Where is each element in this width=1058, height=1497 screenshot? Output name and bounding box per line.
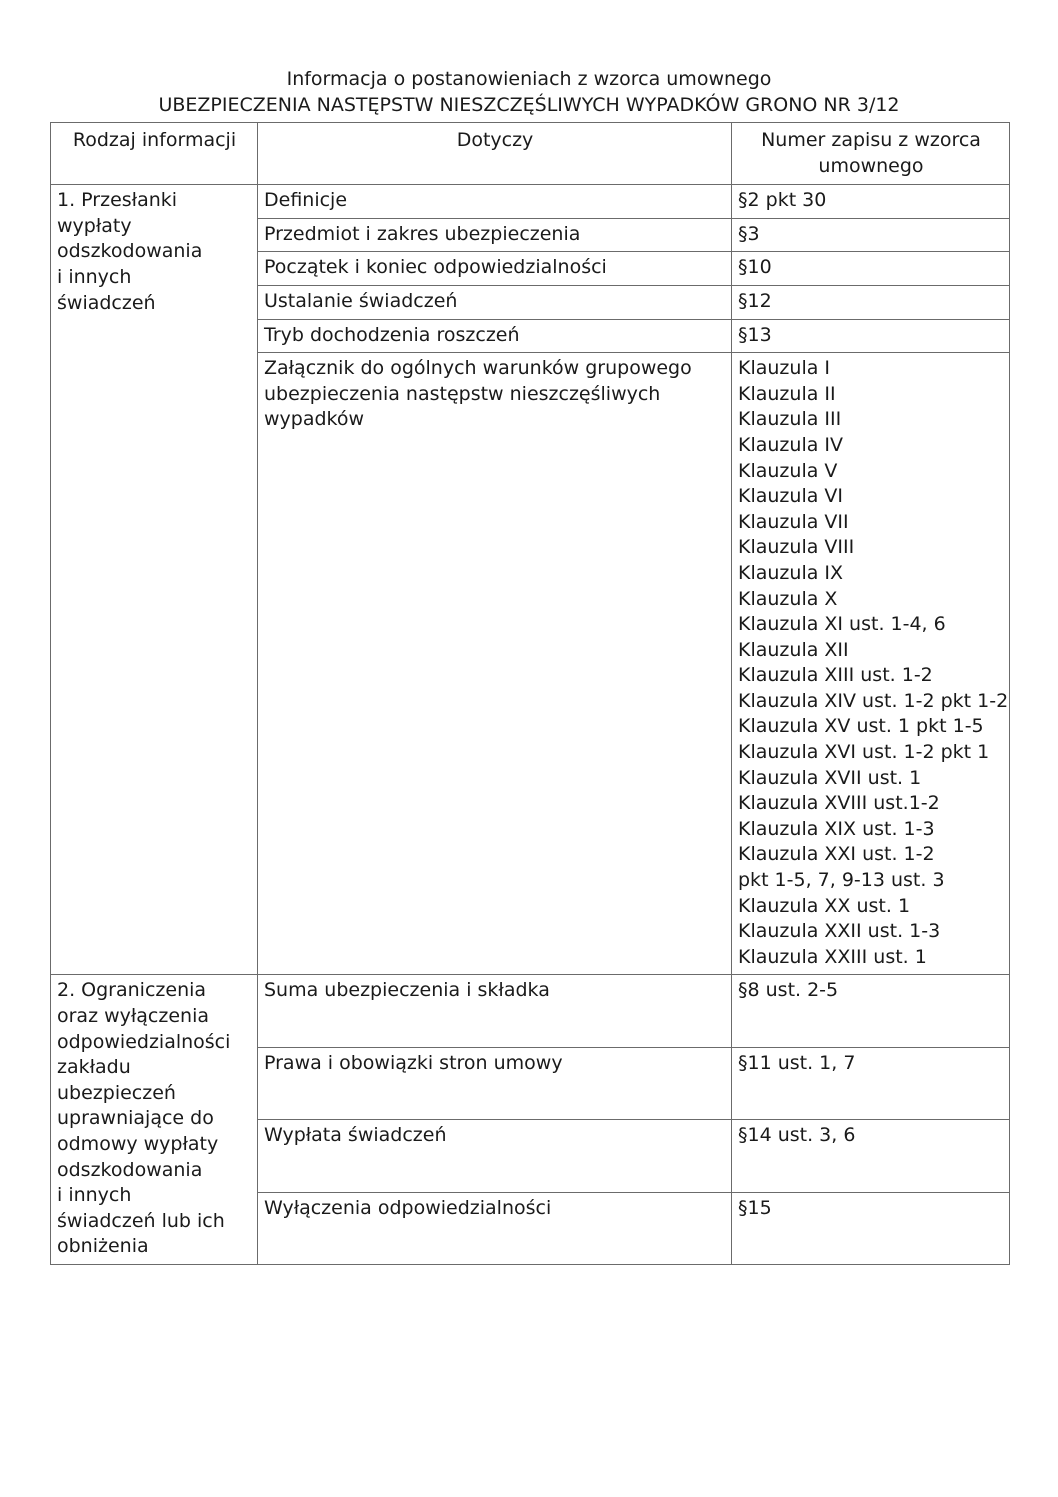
klauzula-item: Klauzula XI ust. 1-4, 6	[738, 613, 946, 636]
table-row	[51, 185, 1010, 219]
klauzula-item: Klauzula VI	[738, 485, 844, 508]
dotyczy-cell: Ustalanie świadczeń	[258, 285, 732, 319]
dotyczy-cell: Początek i koniec odpowiedzialności	[258, 252, 732, 286]
dotyczy-cell: Suma ubezpieczenia i składka	[258, 975, 732, 1047]
klauzula-item: Klauzula XVI ust. 1-2 pkt 1	[738, 741, 990, 764]
klauzula-item: Klauzula XXII ust. 1-3	[738, 920, 941, 943]
dotyczy-cell: Definicje	[258, 185, 732, 219]
info-table	[50, 122, 1010, 1265]
klauzula-item: Klauzula XXIII ust. 1	[738, 945, 927, 968]
dotyczy-cell: Prawa i obowiązki stron umowy	[258, 1047, 732, 1119]
section-2-label: 2. Ograniczenia oraz wyłączenia odpowiedzialności zakładu ubezpieczeń uprawniające do odmowy wypłaty odszkodowania i innych świadczeń lub ich obniżenia	[51, 975, 258, 1265]
numer-cell: §2 pkt 30	[732, 185, 1010, 219]
klauzula-item: Klauzula XVIII ust.1-2	[738, 792, 940, 815]
numer-cell: §8 ust. 2-5	[732, 975, 1010, 1047]
numer-cell: §3	[732, 218, 1010, 252]
klauzula-item: Klauzula VII	[738, 510, 849, 533]
annex-dotyczy-cell: Załącznik do ogólnych warunków grupowego ubezpieczenia następstw nieszczęśliwych wypadków	[258, 353, 732, 975]
table-row	[51, 975, 1010, 1047]
header-row	[51, 123, 1010, 185]
header-numer: Numer zapisu z wzorca umownego	[732, 123, 1010, 185]
document-subtitle: UBEZPIECZENIA NASTĘPSTW NIESZCZĘŚLIWYCH WYPADKÓW GRONO NR 3/12	[158, 94, 900, 116]
klauzula-item: Klauzula VIII	[738, 536, 855, 559]
header-rodzaj: Rodzaj informacji	[51, 123, 258, 185]
klauzula-item: Klauzula IV	[738, 433, 844, 456]
klauzule-list	[732, 353, 1010, 975]
klauzula-item: Klauzula XXI ust. 1-2	[738, 843, 935, 866]
dotyczy-cell: Tryb dochodzenia roszczeń	[258, 319, 732, 353]
dotyczy-cell: Wypłata świadczeń	[258, 1120, 732, 1192]
numer-cell: §11 ust. 1, 7	[732, 1047, 1010, 1119]
klauzula-item: Klauzula XII	[738, 638, 849, 661]
klauzula-item: Klauzula XIX ust. 1-3	[738, 817, 935, 840]
header-dotyczy: Dotyczy	[258, 123, 732, 185]
klauzula-item: Klauzula V	[738, 459, 838, 482]
document-title: Informacja o postanowieniach z wzorca umownego	[286, 68, 772, 90]
klauzula-item: Klauzula XIV ust. 1-2 pkt 1-2	[738, 689, 1009, 712]
numer-cell: §14 ust. 3, 6	[732, 1120, 1010, 1192]
klauzula-item: pkt 1-5, 7, 9-13 ust. 3	[738, 869, 945, 892]
klauzula-item: Klauzula XIII ust. 1-2	[738, 664, 933, 687]
numer-cell: §10	[732, 252, 1010, 286]
klauzula-item: Klauzula I	[738, 357, 831, 380]
klauzula-item: Klauzula IX	[738, 561, 844, 584]
section-1-label: 1. Przesłanki wypłaty odszkodowania i innych świadczeń	[51, 185, 258, 975]
klauzula-item: Klauzula III	[738, 408, 842, 431]
dotyczy-cell: Wyłączenia odpowiedzialności	[258, 1192, 732, 1264]
numer-cell: §13	[732, 319, 1010, 353]
dotyczy-cell: Przedmiot i zakres ubezpieczenia	[258, 218, 732, 252]
numer-cell: §12	[732, 285, 1010, 319]
klauzula-item: Klauzula XV ust. 1 pkt 1-5	[738, 715, 984, 738]
klauzula-item: Klauzula II	[738, 382, 836, 405]
numer-cell: §15	[732, 1192, 1010, 1264]
klauzula-item: Klauzula X	[738, 587, 838, 610]
klauzula-item: Klauzula XVII ust. 1	[738, 766, 922, 789]
klauzula-item: Klauzula XX ust. 1	[738, 894, 911, 917]
